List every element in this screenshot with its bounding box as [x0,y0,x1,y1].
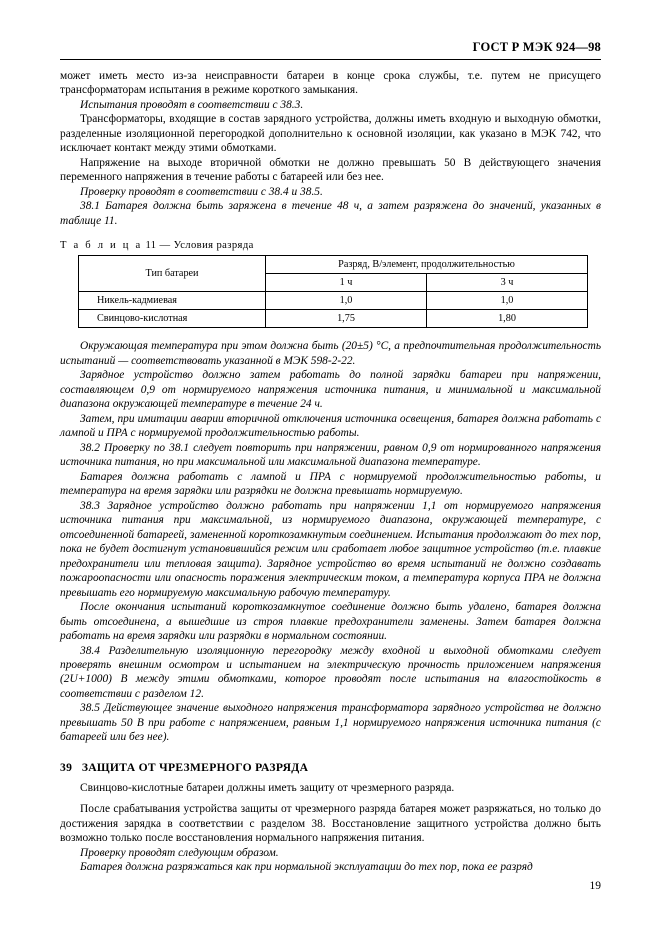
paragraph-body: может иметь место из-за неисправности батареи в конце срока службы, т.е. путем не присущего трансформаторам испытания в режиме короткого замыкания. [60,70,601,97]
section-number: 39 [60,760,73,774]
paragraph-body: Зарядное устройство должно затем работать до полной зарядки батареи при напряжении, составляющем 0,9 от нормируемого напряжения источника питания, и минимальной и максимальной диапазона окружающей температуре в течение 24 ч. [60,369,601,411]
paragraph-body: После окончания испытаний короткозамкнутое соединение должно быть удалено, батарея должна быть отсоединена, а вышедшие из строя плавкие предохранители заменены. Затем батарея должна работать на время зарядки или разрядки в нормальном состоянии. [60,601,601,643]
paragraph-body: Проверку проводят в соответствии с 38.4 и 38.5. [80,185,323,198]
table-row [79,310,588,328]
table-header-row [79,256,588,274]
cell-battery-type: Свинцово-кислотная [79,310,266,328]
paragraph-body: Окружающая температура при этом должна быть (20±5) °С, а предпочтительная продолжительность испытаний — соответствовать указанной в МЭК 598-2-22. [60,340,601,367]
paragraph-body: Трансформаторы, входящие в состав зарядного устройства, должны иметь входную и выходную обмотки, разделенные изоляционной перегородкой дополнительно к основной изоляции, как указано в МЭК 742, что исключает контакт между этими обмотками. [60,113,601,155]
table-row [79,292,588,310]
cell-3h-value: 1,80 [427,310,588,328]
paragraph-body: 38.2 Проверку по 38.1 следует повторить при напряжении, равном 0,9 от нормированного напряжения источника питания, но при максимальной или максимальной диапазона температуре. [60,441,601,469]
page-header: ГОСТ Р МЭК 924—98 [472,40,601,54]
paragraph-body: 38.5 Действующее значение выходного напряжения трансформатора зарядного устройства не должно превышать 50 В при работе с напряжением, равным 1,1 нормируемого напряжения источника питания (с батареей или без нее). [60,702,601,744]
column-header-3h: 3 ч [427,274,588,292]
table-caption: Т а б л и ц а 11 — Условия разряда [60,240,254,252]
paragraph-body: Свинцово-кислотные батареи должны иметь защиту от чрезмерного разряда. [80,781,455,794]
column-header-discharge: Разряд, В/элемент, продолжительностью [266,256,588,274]
section-title-text: ЗАЩИТА ОТ ЧРЕЗМЕРНОГО РАЗРЯДА [81,760,309,774]
section-heading [60,761,601,774]
column-header-1h: 1 ч [266,274,427,292]
table-caption-label: Т а б л и ц а [60,240,143,252]
spacer [60,774,601,781]
column-header-type: Тип батареи [79,256,266,292]
page-number: 19 [589,880,601,892]
table-caption-number: 11 [145,240,157,252]
paragraph-body: Напряжение на выходе вторичной обмотки не должно превышать 50 В действующего значения переменного напряжения в течение работы с батареей или без нее. [60,156,601,184]
cell-1h-value: 1,0 [266,292,427,310]
paragraph-body: 38.4 Разделительную изоляционную перегородку между входной и выходной обмотками следует проверять внешним осмотром и испытанием на электрическую прочность приложением напряжения (2U+1000) В между этими обмотками, которое проводят после испытания на влагостойкость в соответствии с разделом 12. [60,644,601,700]
discharge-conditions-table [78,255,588,328]
spacer [60,328,601,339]
paragraph-body: Батарея должна разряжаться как при нормальной эксплуатации до тех пор, пока ее разряд [80,861,533,874]
paragraph-body: Проверку проводят следующим образом. [80,846,279,859]
paragraph-body: Батарея должна работать с лампой и ПРА с нормируемой продолжительностью работы, и температура на время зарядки или разрядки не должна превышать нормируемую. [60,470,601,498]
table-caption-title: Условия разряда [173,240,254,252]
spacer [60,795,601,802]
header-divider [60,59,601,60]
paragraph-body: Испытания проводят в соответствии с 38.3. [80,98,304,111]
cell-1h-value: 1,75 [266,310,427,328]
paragraph-body: 38.1 Батарея должна быть заряжена в течение 48 ч, а затем разряжена до значений, указанных в таблице 11. [60,200,601,227]
cell-battery-type: Никель-кадмиевая [79,292,266,310]
paragraph-body: 38.3 Зарядное устройство должно работать при напряжении 1,1 от нормируемого напряжения источника питания при максимальной, из нормируемого диапазона, окружающей температуре, с отсоединенной батареей, замененной короткозамкнутым соединением. Испытания продолжают до тех пор, пока не будет достигнут установившийся режим или сработает любое защитное устройство (т.е. плавкие предохранители или тепловая защита). Зарядное устройство во время испытаний не должно создавать пожароопасности или опасность поражения электрическим током, а температура корпуса ПРА не должна превышать его нормируемую максимальную рабочую температуру. [60,499,601,599]
paragraph-body: После срабатывания устройства защиты от чрезмерного разряда батарея может разряжаться, но только до достижения зарядка в соответствии с разделом 38. Восстановление защитного устройства должно быть возможно только после восстановления нормального напряжения питания. [60,803,601,845]
paragraph-body: Затем, при имитации аварии вторичной отключения источника освещения, батарея должна работать с лампой и ПРА с нормируемой продолжительностью работы. [60,412,601,440]
cell-3h-value: 1,0 [427,292,588,310]
